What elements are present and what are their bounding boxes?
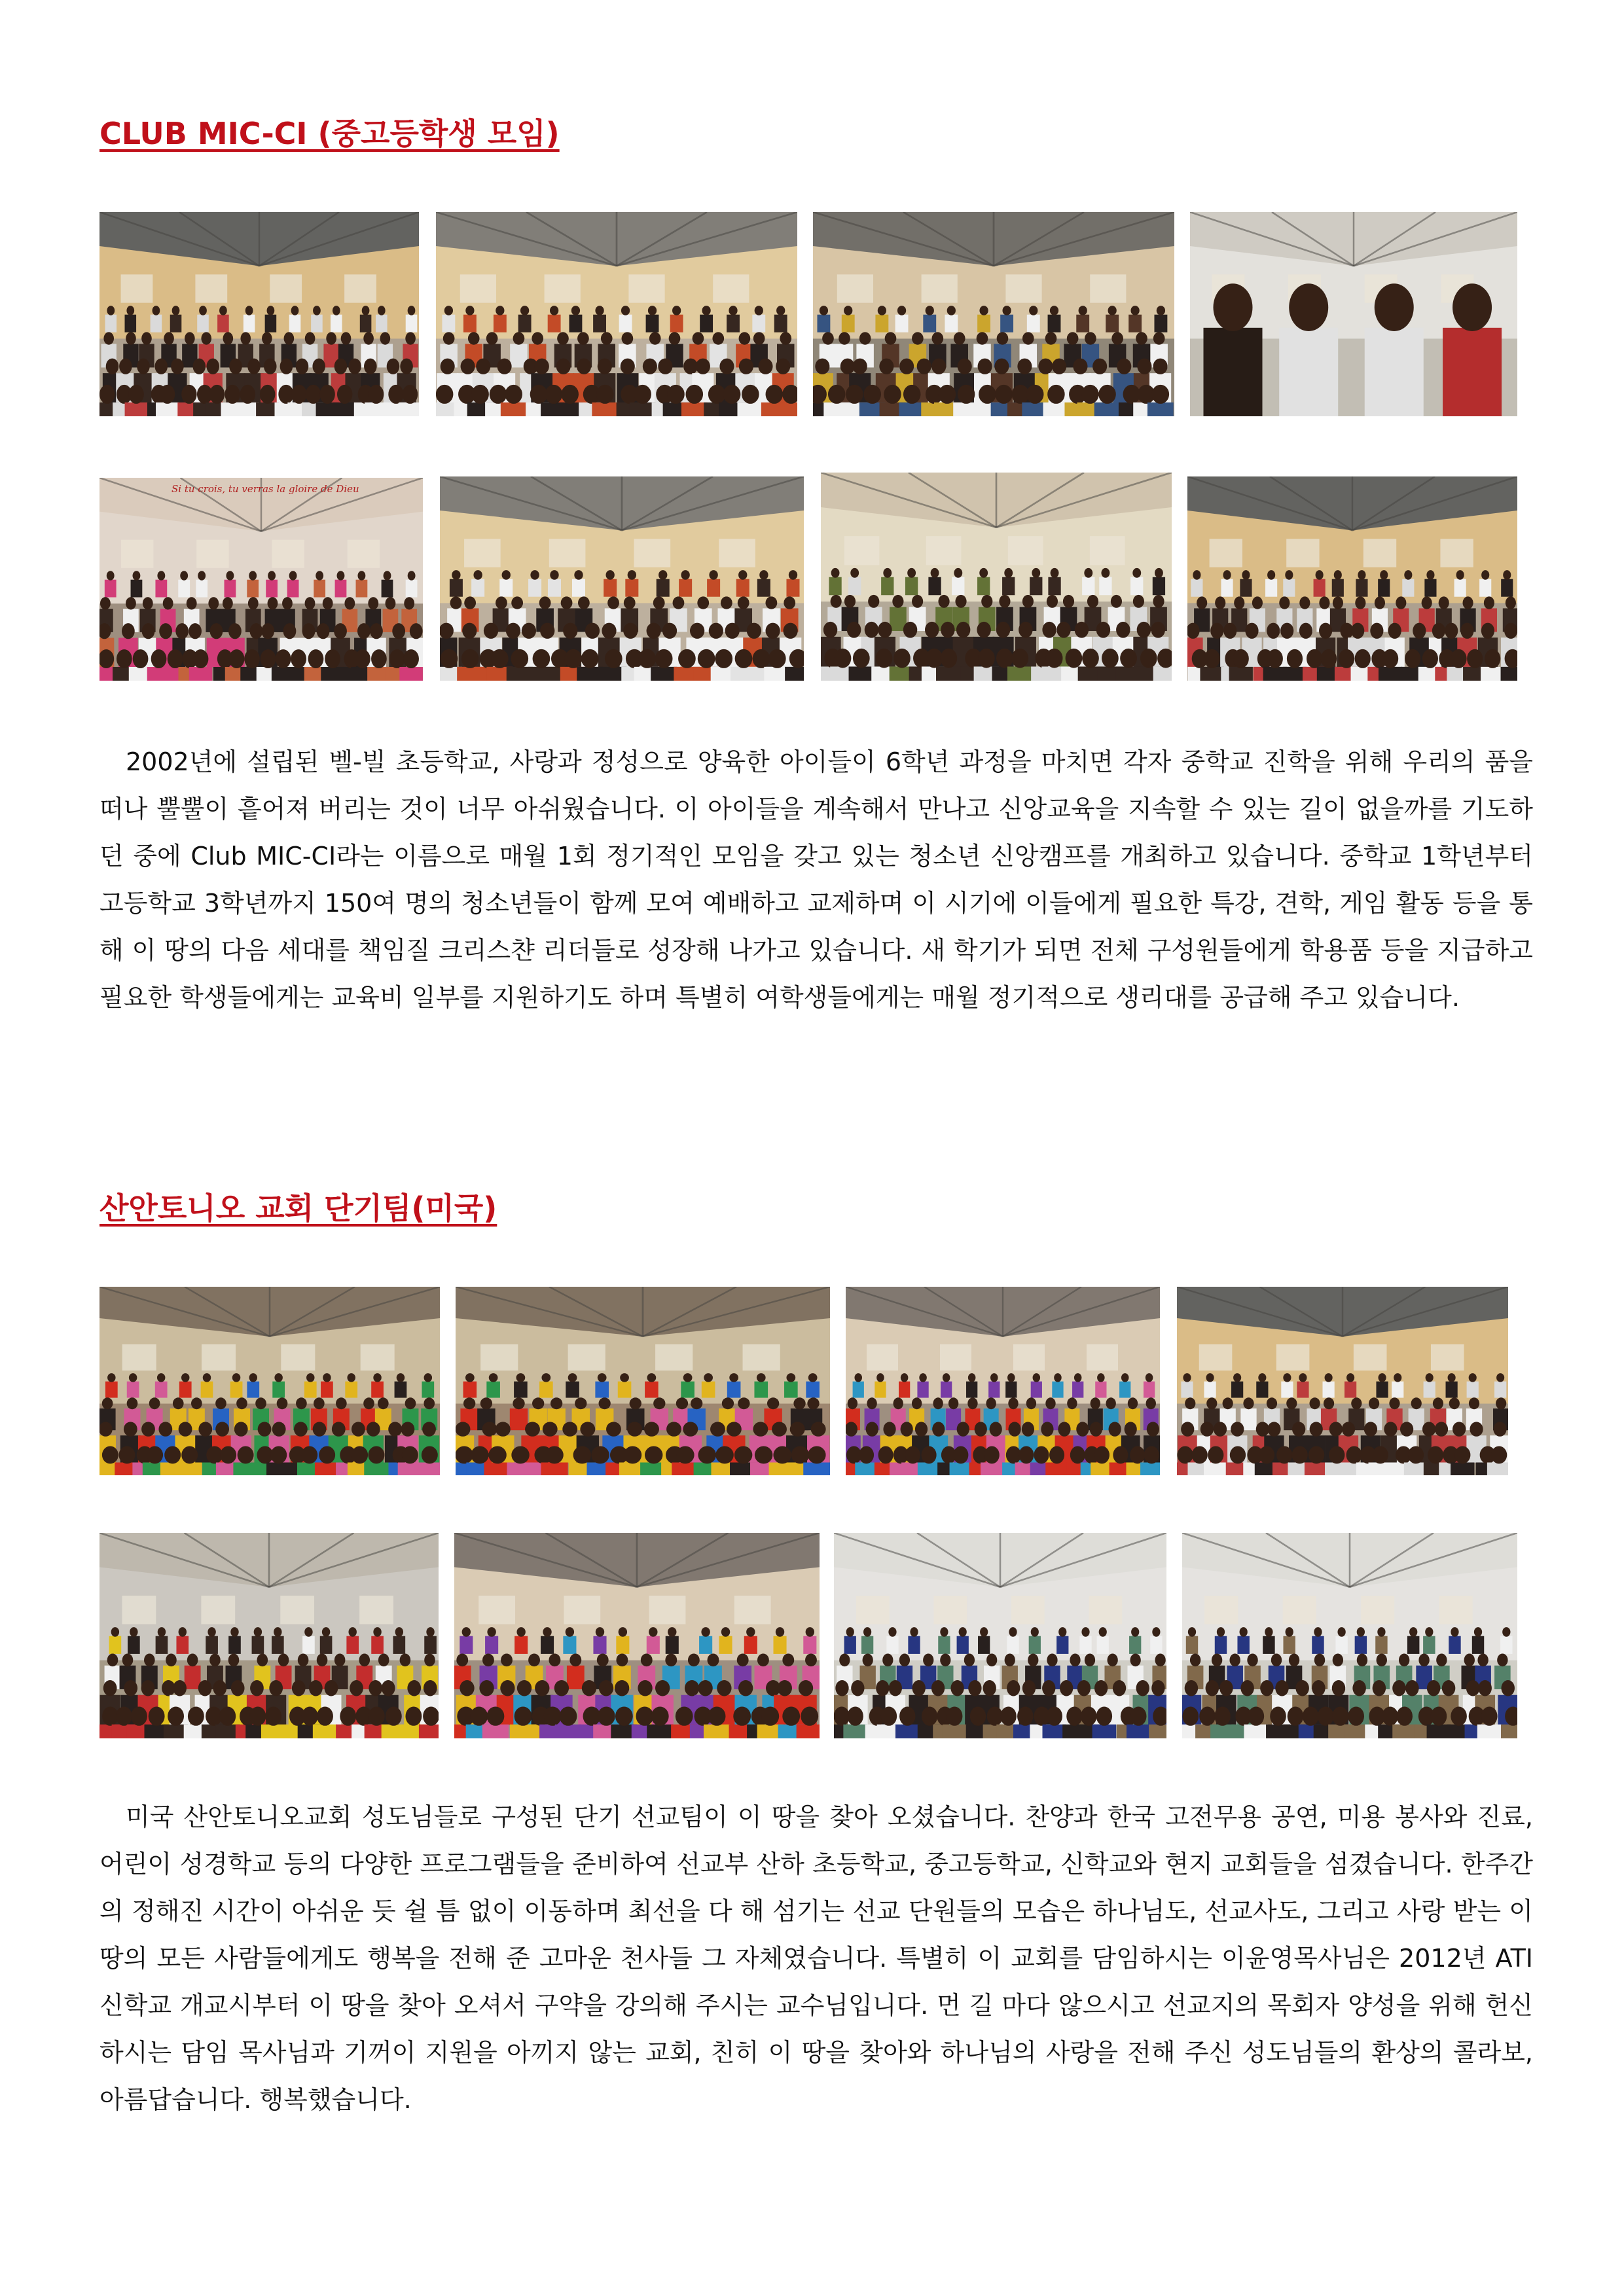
photo-illustration bbox=[846, 1287, 1160, 1475]
photo-illustration bbox=[1177, 1287, 1508, 1475]
photo-illustration bbox=[454, 1533, 820, 1738]
photo-illustration bbox=[99, 1287, 440, 1475]
photo-classroom-games bbox=[99, 1533, 439, 1738]
photo-illustration bbox=[440, 476, 804, 681]
photo-illustration bbox=[1182, 1533, 1517, 1738]
photo-balloon-children bbox=[99, 1287, 440, 1475]
photo-kids-crowd bbox=[456, 1287, 830, 1475]
photo-illustration bbox=[99, 212, 419, 416]
photo-illustration bbox=[436, 212, 797, 416]
section-body-san-antonio-team: 미국 산안토니오교회 성도님들로 구성된 단기 선교팀이 이 땅을 찾아 오셨습니다. 찬양과 한국 고전무용 공연, 미용 봉사와 진료, 어린이 성경학교 등의 다양한 프로그램들을 준비하여 선교부 산하 초등학교, 중고등학교, 신학교와 현지 교회들을 섬겼습니다. 한주간의 정해진 시간이 아쉬운 듯 쉴 틈 없이 이동하며 최선을 다 해 섬기는 선교 단원들의 모습은 하나님도, 선교사도, 그리고 사랑 받는 이 땅의 모든 사람들에게도 행복을 전해 준 고마운 천사들 그 자체였습니다. 특별히 이 교회를 담임하시는 이윤영목사님은 2012년 ATI 신학교 개교시부터 이 땅을 찾아 오셔서 구약을 강의해 주시는 교수님입니다. 먼 길 마다 않으시고 선교지의 목회자 양성을 위해 헌신하시는 담임 목사님과 기꺼이 지원을 아끼지 않는 교회, 친히 이 땅을 찾아와 하나님의 사랑을 전해 주신 성도님들의 환상의 콜라보, 아름답습니다. 행복했습니다. bbox=[99, 1803, 1533, 2114]
photo-illustration bbox=[1190, 212, 1517, 416]
photo-medical-checkup bbox=[1182, 1533, 1517, 1738]
photo-prayer-gathering bbox=[1187, 476, 1517, 681]
photo-haircut-service bbox=[834, 1533, 1166, 1738]
photo-illustration bbox=[1187, 476, 1517, 681]
section-title-club-mic-ci: CLUB MIC-CI (중고등학생 모임) bbox=[99, 116, 560, 151]
photo-illustration bbox=[834, 1533, 1166, 1738]
photo-hall-dancing bbox=[1177, 1287, 1508, 1475]
section-title-san-antonio-team: 산안토니오 교회 단기팀(미국) bbox=[99, 1191, 497, 1226]
photo-illustration bbox=[99, 1533, 439, 1738]
photo-girls-praying bbox=[1190, 212, 1517, 416]
photo-gift-distribution bbox=[440, 476, 804, 681]
stage-banner-text: Si tu crois, tu verras la gloire de Dieu bbox=[171, 483, 359, 495]
photo-illustration bbox=[821, 473, 1172, 681]
photo-illustration bbox=[813, 212, 1174, 416]
section-body-club-mic-ci: 2002년에 설립된 벨-빌 초등학교, 사랑과 정성으로 양육한 아이들이 6학년 과정을 마치면 각자 중학교 진학을 위해 우리의 품을 떠나 뿔뿔이 흩어져 버리는 것이 너무 아쉬웠습니다. 이 아이들을 계속해서 만나고 신앙교육을 지속할 수 있는 길이 없을까를 기도하던 중에 Club MIC-CI라는 이름으로 매월 1회 정기적인 모임을 갖고 있는 청소년 신앙캠프를 개최하고 있습니다. 중학교 1학년부터 고등학교 3학년까지 150여 명의 청소년들이 함께 모여 예배하고 교제하며 이 시기에 이들에게 필요한 특강, 견학, 게임 활동 등을 통해 이 땅의 다음 세대를 책임질 크리스챤 리더들로 성장해 나가고 있습니다. 새 학기가 되면 전체 구성원들에게 학용품 등을 지급하고 필요한 학생들에게는 교육비 일부를 지원하기도 하며 특별히 여학생들에게는 매월 정기적으로 생리대를 공급해 주고 있습니다. bbox=[99, 747, 1533, 1012]
photo-illustration bbox=[456, 1287, 830, 1475]
photo-dance-performance bbox=[846, 1287, 1160, 1475]
photo-balloon-hall bbox=[454, 1533, 820, 1738]
photo-worship-standing bbox=[813, 212, 1174, 416]
photo-illustration bbox=[99, 478, 423, 681]
photo-hall-assembly bbox=[99, 212, 419, 416]
photo-meal-tables bbox=[821, 473, 1172, 681]
photo-group-stage bbox=[99, 478, 423, 681]
photo-students-circle bbox=[436, 212, 797, 416]
